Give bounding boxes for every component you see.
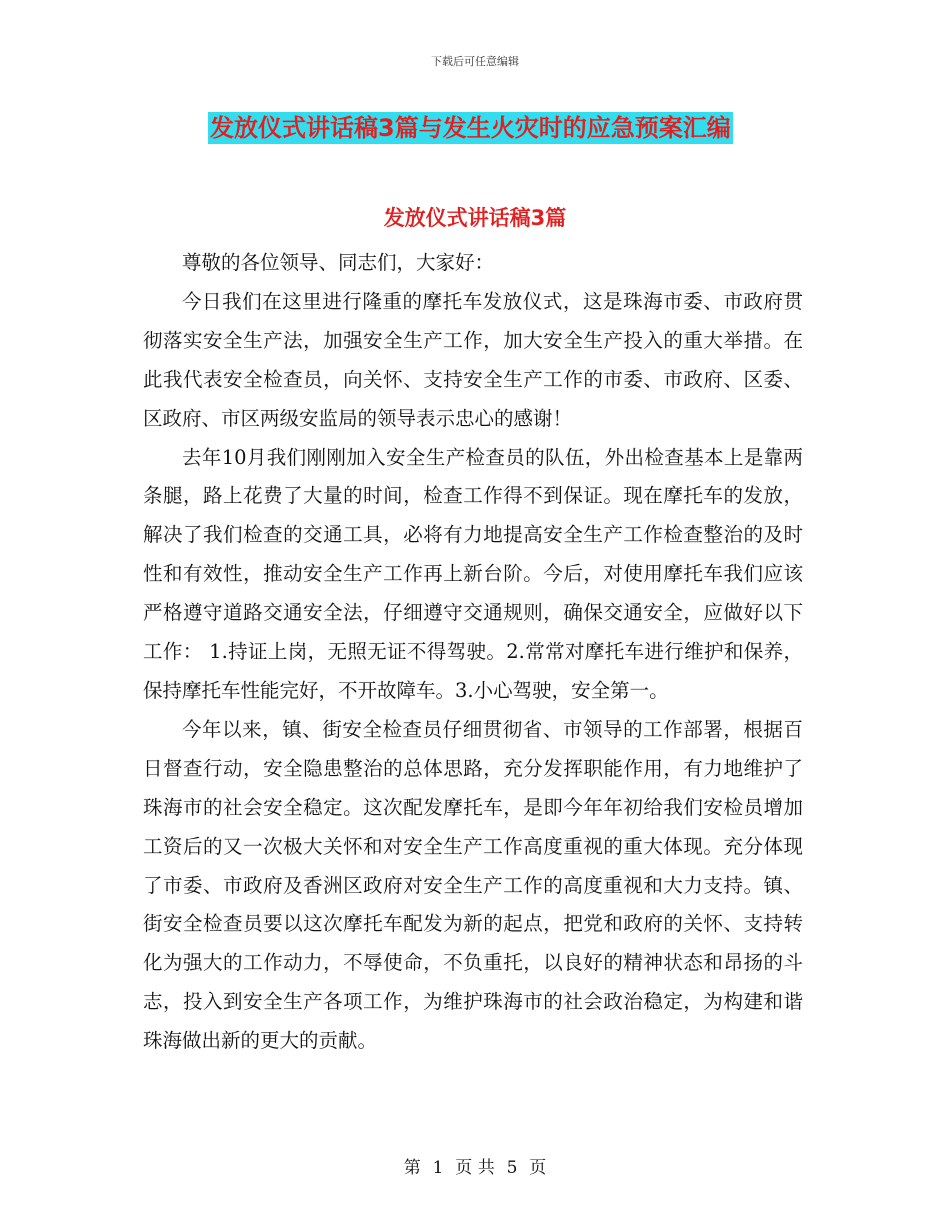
page-header-note: 下载后可任意编辑	[431, 55, 519, 68]
body-paragraph: 今日我们在这里进行隆重的摩托车发放仪式，这是珠海市委、市政府贯彻落实安全生产法，加强安全生产工作，加大安全生产投入的重大举措。在此我代表安全检查员，向关怀、支持安全生产工作的市委、市政府、区委、区政府、市区两级安监局的领导表示忠心的感谢！	[143, 289, 803, 430]
page-footer	[0, 1153, 950, 1178]
body-paragraph: 去年10月我们刚刚加入安全生产检查员的队伍，外出检查基本上是靠两条腿，路上花费了大量的时间，检查工作得不到保证。现在摩托车的发放，解决了我们检查的交通工具，必将有力地提高安全生产工作检查整治的及时性和有效性，推动安全生产工作再上新台阶。今后，对使用摩托车我们应该严格遵守道路交通安全法，仔细遵守交通规则，确保交通安全，应做好以下工作： 1.持证上岗，无照无证不得驾驶。2.常常对摩托车进行维护和保养，保持摩托车性能完好，不开故障车。3.小心驾驶，安全第一。	[143, 445, 803, 702]
footer-mid: 页 共	[455, 1158, 495, 1178]
footer-prefix: 第	[403, 1158, 421, 1178]
footer-suffix: 页	[529, 1158, 547, 1178]
body-paragraph: 今年以来，镇、街安全检查员仔细贯彻省、市领导的工作部署，根据百日督查行动，安全隐患整治的总体思路，充分发挥职能作用，有力地维护了珠海市的社会安全稳定。这次配发摩托车，是即今年年初给我们安检员增加工资后的又一次极大关怀和对安全生产工作高度重视的重大体现。充分体现了市委、市政府及香洲区政府对安全生产工作的高度重视和大力支持。镇、街安全检查员要以这次摩托车配发为新的起点，把党和政府的关怀、支持转化为强大的工作动力，不辱使命，不负重托，以良好的精神状态和昂扬的斗志，投入到安全生产各项工作，为维护珠海市的社会政治稳定，为构建和谐珠海做出新的更大的贡献。	[143, 717, 803, 1053]
footer-total-pages: 5	[506, 1158, 518, 1178]
salutation-paragraph: 尊敬的各位领导、同志们，大家好：	[182, 251, 495, 274]
footer-page-number: 1	[432, 1158, 444, 1178]
document-body	[143, 244, 803, 1061]
section-title: 发放仪式讲话稿3篇	[383, 206, 567, 230]
document-title: 发放仪式讲话稿3篇与发生火灾时的应急预案汇编	[210, 114, 731, 142]
